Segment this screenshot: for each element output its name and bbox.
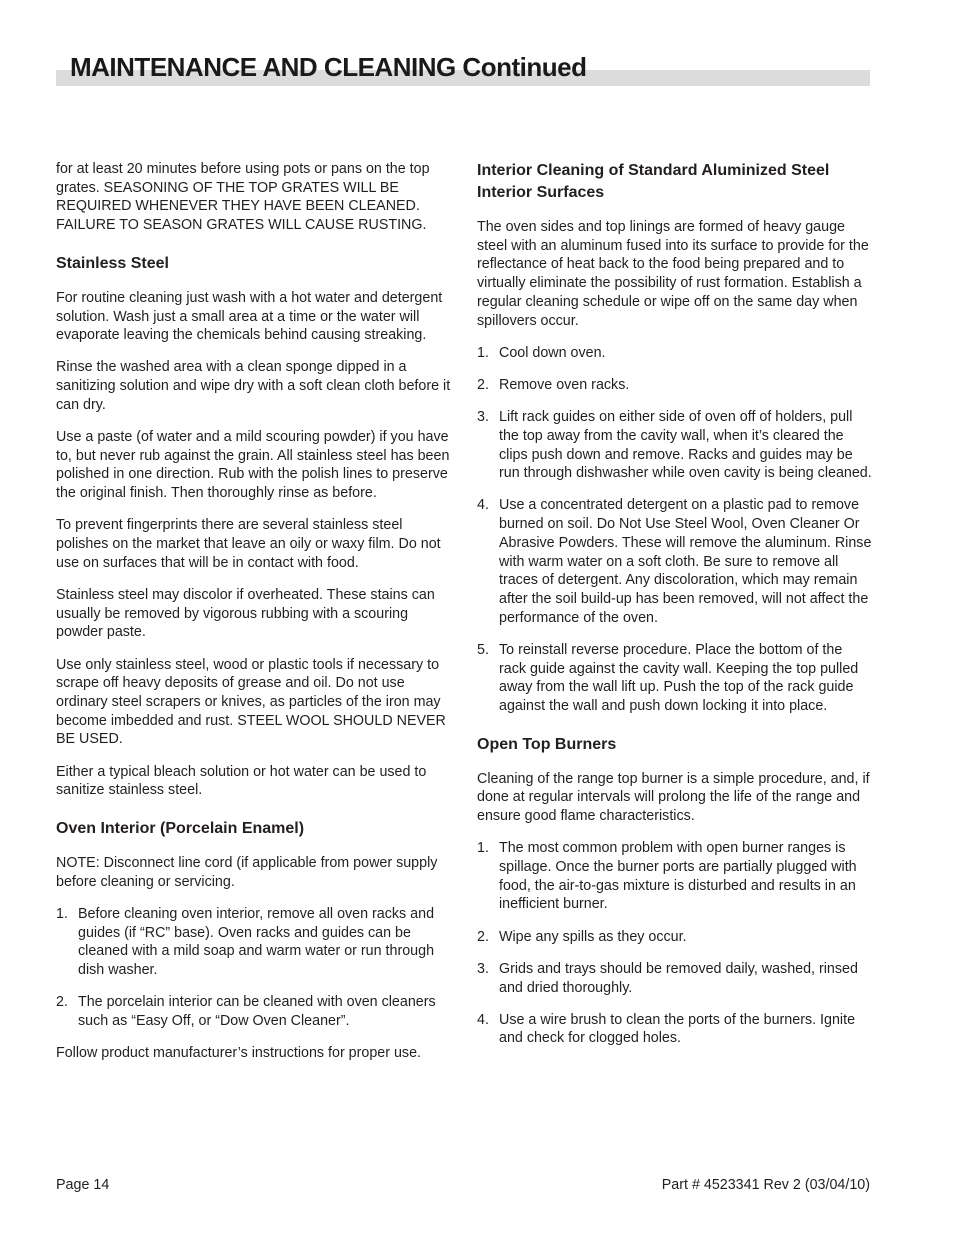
list-item (477, 1011, 872, 1048)
list-text: The most common problem with open burner ranges is spillage. Once the burner ports are partially plugged with food, the air-to-gas mixture is disturbed and results in an inefficient burner. (499, 840, 857, 913)
part-number: Part # 4523341 Rev 2 (03/04/10) (661, 1177, 870, 1193)
list-text: Grids and trays should be removed daily, washed, rinsed and dried thoroughly. (499, 960, 858, 996)
list-number: 3. (477, 960, 489, 977)
page-number: Page 14 (56, 1177, 110, 1193)
list-text: Cool down oven. (499, 344, 606, 361)
list-item (477, 496, 872, 627)
right-column (477, 160, 872, 1062)
oven-interior-note: NOTE: Disconnect line cord (if applicable from power supply before cleaning or servicing. (56, 854, 438, 890)
list-text: The porcelain interior can be cleaned with oven cleaners such as “Easy Off, or “Dow Oven Cleaner”. (78, 994, 436, 1029)
list-text: Remove oven racks. (499, 376, 630, 393)
list-number: 1. (477, 344, 489, 361)
oven-interior-heading: Oven Interior (Porcelain Enamel) (56, 819, 305, 837)
stainless-paragraph: Stainless steel may discolor if overheated. These stains can usually be removed by vigorous rubbing with a scouring powder paste. (56, 586, 435, 641)
list-item (477, 641, 872, 716)
stainless-paragraph: Use a paste (of water and a mild scouring powder) if you have to, but never rub against the grain. All stainless steel has been polished in one direction. Rub with the polish lines to preserve the original finish. Then thoroughly rinse as before. (56, 429, 450, 502)
list-text: Use a concentrated detergent on a plastic pad to remove burned on soil. Do Not Use Steel Wool, Oven Cleaner Or Abrasive Powders. These will remove the aluminum. Rinse with warm water on a soft cloth. Be sure to remove all traces of detergent. Any discoloration, which may remain after the soil build-up has been removed, will not affect the performance of the oven. (499, 497, 872, 626)
stainless-paragraph: Use only stainless steel, wood or plastic tools if necessary to scrape off heavy deposits of grease and oil. Do not use ordinary steel scrapers or knives, as particles of the iron may become imbedded and rust. STEEL WOOL SHOULD NEVER BE USED. (56, 656, 446, 748)
stainless-steel-heading: Stainless Steel (56, 254, 169, 272)
page-title: MAINTENANCE AND CLEANING Continued (70, 52, 587, 82)
list-text: Wipe any spills as they occur. (499, 928, 687, 945)
aluminized-intro: The oven sides and top linings are formed of heavy gauge steel with an aluminum fused into its surface to provide for the reflectance of heat back to the food being prepared and to virtually eliminate the possibility of rust formation. Establish a regular cleaning schedule or wipe off on the same day when spillovers occur. (477, 219, 869, 329)
list-number: 5. (477, 641, 489, 658)
list-number: 1. (477, 840, 489, 857)
list-number: 1. (56, 905, 68, 922)
aluminized-steps (477, 344, 872, 716)
list-item (56, 905, 452, 980)
stainless-paragraph: For routine cleaning just wash with a hot water and detergent solution. Wash just a small area at a time or the water will evaporate leaving the chemicals behind causing streaking. (56, 289, 443, 344)
list-text: Use a wire brush to clean the ports of the burners. Ignite and check for clogged holes. (499, 1011, 856, 1047)
list-number: 2. (56, 994, 68, 1011)
list-item (477, 376, 872, 395)
list-number: 4. (477, 497, 489, 514)
aluminized-heading: Interior Cleaning of Standard Aluminized Steel Interior Surfaces (477, 162, 830, 201)
list-item (477, 960, 872, 997)
oven-interior-closing: Follow product manufacturer’s instructions for proper use. (56, 1045, 422, 1062)
burners-intro: Cleaning of the range top burner is a simple procedure, and, if done at regular intervals will prolong the life of the range and ensure good flame characteristics. (477, 770, 870, 825)
list-text: Before cleaning oven interior, remove all oven racks and guides (if “RC” base). Oven racks and guides can be cleaned with a mild soap and warm water or run through dish washer. (78, 905, 435, 978)
stainless-paragraph: Either a typical bleach solution or hot water can be used to sanitize stainless steel. (56, 763, 427, 799)
list-item (477, 344, 872, 363)
list-number: 3. (477, 409, 489, 426)
list-item (477, 839, 872, 914)
left-column (56, 160, 452, 1076)
list-number: 4. (477, 1011, 489, 1028)
list-item (477, 408, 872, 483)
list-text: Lift rack guides on either side of oven off of holders, pull the top away from the cavity wall, when it’s cleared the clips push down and remove. Racks and guides may be run through dishwasher while oven cavity is being cleaned. (499, 409, 872, 482)
list-item (56, 993, 452, 1030)
list-number: 2. (477, 376, 489, 393)
list-number: 2. (477, 928, 489, 945)
oven-interior-steps (56, 905, 452, 1031)
burners-steps (477, 839, 872, 1048)
stainless-paragraph: To prevent fingerprints there are several stainless steel polishes on the market that leave an oily or waxy film. Do not use on surfaces that will be in contact with food. (56, 517, 441, 571)
stainless-paragraph: Rinse the washed area with a clean sponge dipped in a sanitizing solution and wipe dry with a soft clean cloth before it can dry. (56, 359, 451, 413)
list-item (477, 928, 872, 947)
list-text: To reinstall reverse procedure. Place the bottom of the rack guide against the cavity wall. Keeping the top pulled away from the wall lift up. Push the top of the rack guide against the wall and push down locking it into place. (499, 641, 859, 714)
intro-paragraph: for at least 20 minutes before using pots or pans on the top grates. SEASONING OF THE TOP GRATES WILL BE REQUIRED WHENEVER THEY HAVE BEEN CLEANED. FAILURE TO SEASON GRATES WILL CAUSE RUSTING. (56, 161, 430, 234)
open-top-burners-heading: Open Top Burners (477, 735, 617, 753)
